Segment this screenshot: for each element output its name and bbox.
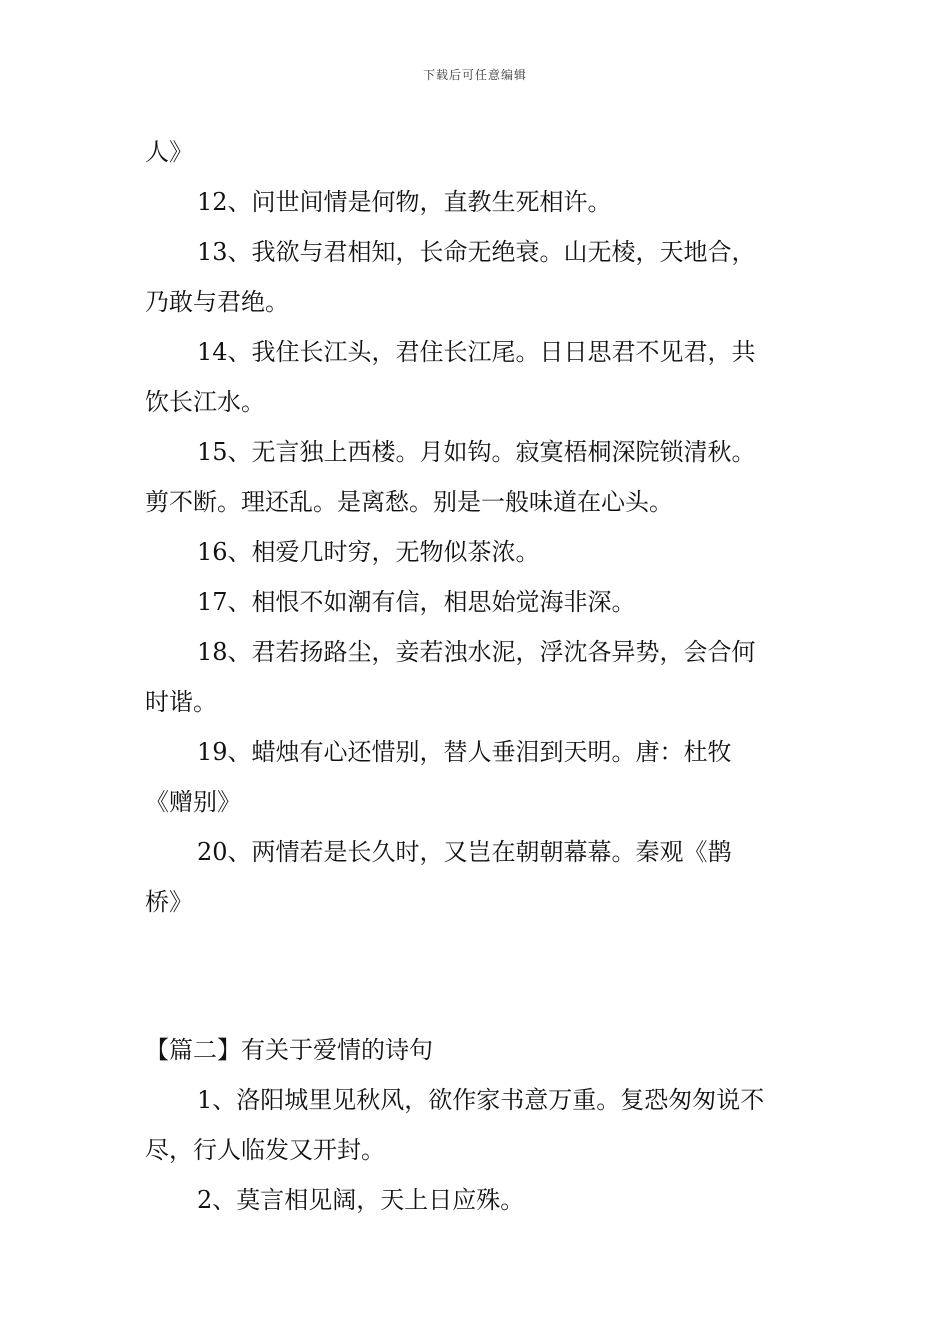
text-line: 桥》 bbox=[145, 888, 193, 916]
text-line: 《赠别》 bbox=[145, 788, 241, 816]
section-two bbox=[145, 1025, 813, 1225]
text-line: 人》 bbox=[145, 138, 193, 166]
text-line: 16、相爱几时穷，无物似茶浓。 bbox=[197, 538, 540, 566]
section-spacer bbox=[145, 927, 813, 1025]
text-line: 2、莫言相见阔，天上日应殊。 bbox=[197, 1186, 525, 1214]
text-line: 15、无言独上西楼。月如钩。寂寞梧桐深院锁清秋。 bbox=[197, 438, 756, 466]
section-heading: 【篇二】有关于爱情的诗句 bbox=[145, 1036, 433, 1064]
text-line: 17、相恨不如潮有信，相思始觉海非深。 bbox=[197, 588, 636, 616]
text-line: 1、洛阳城里见秋风，欲作家书意万重。复恐匆匆说不 bbox=[197, 1086, 765, 1114]
section-one bbox=[145, 127, 813, 927]
text-line: 13、我欲与君相知，长命无绝衰。山无棱，天地合， bbox=[197, 238, 756, 266]
text-line: 12、问世间情是何物，直教生死相许。 bbox=[197, 188, 612, 216]
text-line: 饮长江水。 bbox=[145, 388, 265, 416]
text-line: 剪不断。理还乱。是离愁。别是一般味道在心头。 bbox=[145, 488, 673, 516]
document-body bbox=[145, 127, 813, 1225]
page-header: 下载后可任意编辑 bbox=[422, 68, 527, 82]
text-line: 14、我住长江头，君住长江尾。日日思君不见君，共 bbox=[197, 338, 756, 366]
text-line: 20、两情若是长久时，又岂在朝朝幕幕。秦观《鹊 bbox=[197, 838, 732, 866]
text-line: 19、蜡烛有心还惜别，替人垂泪到天明。唐：杜牧 bbox=[197, 738, 732, 766]
text-line: 18、君若扬路尘，妾若浊水泥，浮沈各异势，会合何 bbox=[197, 638, 756, 666]
text-line: 时谐。 bbox=[145, 688, 217, 716]
text-line: 乃敢与君绝。 bbox=[145, 288, 289, 316]
text-line: 尽，行人临发又开封。 bbox=[145, 1136, 385, 1164]
